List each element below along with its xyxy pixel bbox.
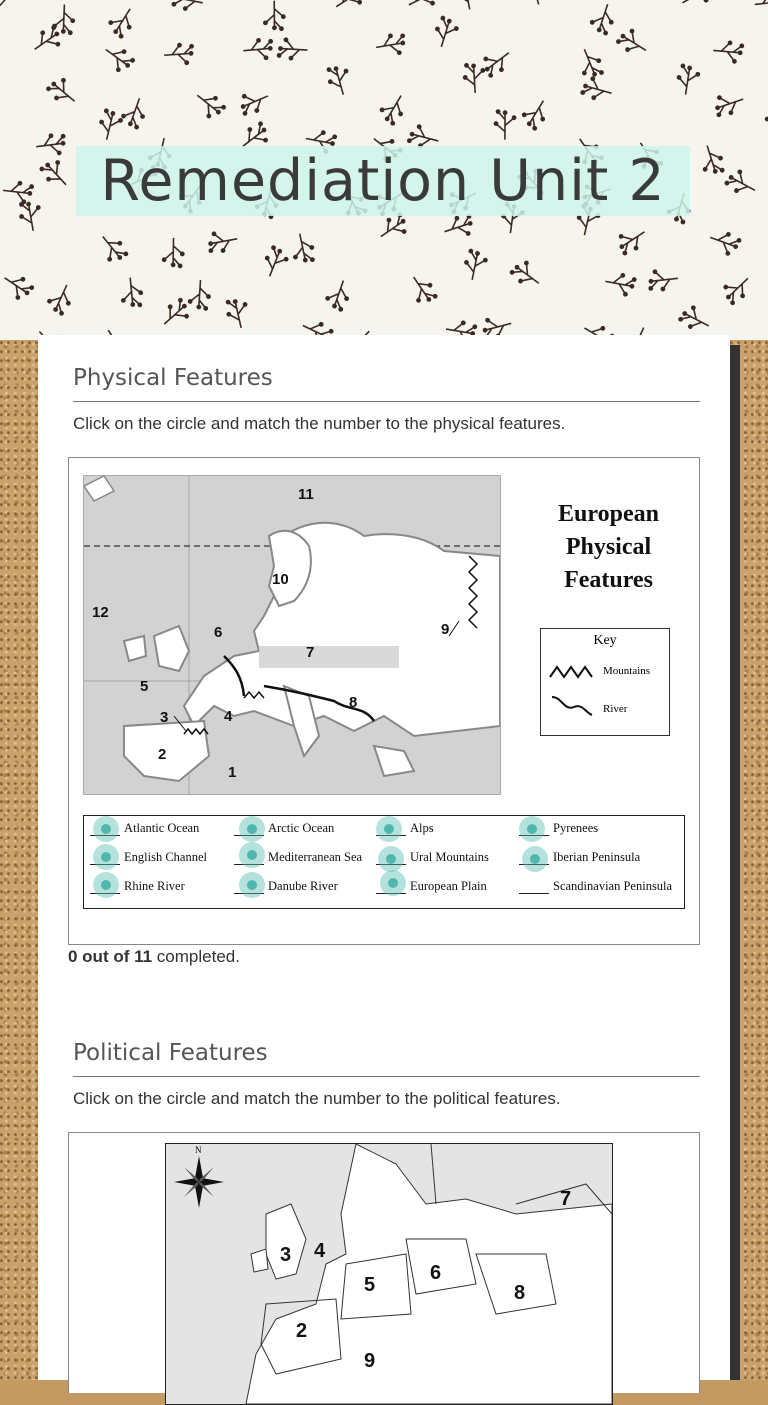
key-title: Key bbox=[541, 633, 669, 649]
sprig-decoration bbox=[259, 244, 291, 281]
progress-suffix: completed. bbox=[152, 947, 240, 966]
sprig-decoration bbox=[441, 211, 477, 242]
sprig-decoration bbox=[404, 271, 440, 309]
map-number: 2 bbox=[158, 746, 166, 763]
sprig-decoration bbox=[171, 0, 205, 14]
sprig-decoration bbox=[163, 42, 195, 67]
sprig-decoration bbox=[17, 199, 45, 233]
sprig-decoration bbox=[519, 0, 549, 8]
hotspot-rhine-river[interactable] bbox=[93, 872, 119, 898]
hotspot-ural-mountains[interactable] bbox=[378, 846, 404, 872]
map-number: 6 bbox=[214, 624, 222, 641]
sprig-decoration bbox=[518, 95, 553, 133]
answer-item: Arctic Ocean bbox=[234, 821, 334, 836]
hotspot-atlantic-ocean[interactable] bbox=[93, 816, 119, 842]
sprig-decoration bbox=[613, 222, 651, 258]
sprig-decoration bbox=[696, 142, 727, 178]
answer-item: Iberian Peninsula bbox=[519, 850, 640, 865]
map-number: 6 bbox=[430, 1262, 441, 1285]
answer-item: English Channel bbox=[90, 850, 207, 865]
map-number: 9 bbox=[364, 1350, 375, 1373]
compass-rose-icon bbox=[172, 1148, 226, 1214]
section-divider bbox=[73, 401, 700, 402]
map-number: 4 bbox=[314, 1240, 325, 1263]
title-band bbox=[76, 146, 690, 216]
sprig-decoration bbox=[94, 229, 131, 267]
sprig-decoration bbox=[190, 86, 228, 123]
sprig-decoration bbox=[508, 256, 546, 292]
sprig-decoration bbox=[677, 0, 715, 13]
sprig-decoration bbox=[324, 62, 354, 97]
compass-label: N bbox=[195, 1145, 202, 1155]
sprig-decoration bbox=[404, 0, 441, 15]
hotspot-mediterranean-sea[interactable] bbox=[239, 842, 265, 868]
instruction-political: Click on the circle and match the number to the political features. bbox=[73, 1089, 561, 1109]
map-number: 4 bbox=[224, 708, 232, 725]
sprig-decoration bbox=[28, 23, 66, 59]
map-number: 1 bbox=[228, 764, 236, 781]
answer-item: Ural Mountains bbox=[376, 850, 489, 865]
sprig-decoration bbox=[374, 31, 408, 58]
sprig-decoration bbox=[376, 90, 411, 128]
hotspot-quiz-physical bbox=[68, 457, 700, 945]
hotspot-iberian-peninsula[interactable] bbox=[522, 846, 548, 872]
sprig-decoration bbox=[453, 0, 481, 12]
answer-item: Mediterranean Sea bbox=[234, 850, 362, 865]
sprig-decoration bbox=[119, 95, 151, 131]
hotspot-english-channel[interactable] bbox=[93, 844, 119, 870]
europe-physical-map bbox=[83, 475, 501, 795]
sprig-decoration bbox=[162, 238, 185, 269]
map-number: 2 bbox=[296, 1320, 307, 1343]
mountains-icon bbox=[548, 661, 594, 681]
sprig-decoration bbox=[0, 268, 36, 304]
heading-line: European bbox=[531, 498, 686, 531]
map-number: 3 bbox=[280, 1244, 291, 1267]
map-number: 9 bbox=[441, 621, 449, 638]
sprig-decoration bbox=[646, 267, 679, 293]
sprig-decoration bbox=[242, 37, 274, 62]
sprig-decoration bbox=[119, 277, 145, 309]
hotspot-european-plain[interactable] bbox=[380, 870, 406, 896]
sprig-decoration bbox=[762, 109, 768, 146]
sprig-decoration bbox=[494, 109, 517, 140]
sprig-decoration bbox=[674, 63, 701, 97]
sprig-decoration bbox=[330, 0, 368, 16]
sprig-decoration bbox=[712, 39, 744, 64]
sprig-decoration bbox=[676, 302, 713, 336]
sprig-decoration bbox=[723, 166, 761, 201]
sprig-decoration bbox=[478, 44, 516, 81]
instruction-physical: Click on the circle and match the number to the physical features. bbox=[73, 414, 565, 434]
sprig-decoration bbox=[461, 248, 489, 282]
map-number: 5 bbox=[364, 1274, 375, 1297]
sprig-decoration bbox=[99, 40, 137, 76]
map-number: 8 bbox=[349, 694, 357, 711]
page-title: Remediation Unit 2 bbox=[100, 148, 665, 214]
sprig-decoration bbox=[2, 179, 35, 205]
section-title-physical: Physical Features bbox=[73, 365, 273, 391]
answer-item: Atlantic Ocean bbox=[90, 821, 199, 836]
sprig-decoration bbox=[44, 280, 77, 317]
sprig-decoration bbox=[236, 85, 273, 118]
hotspot-pyrenees[interactable] bbox=[519, 816, 545, 842]
sprig-decoration bbox=[104, 3, 139, 41]
key-label-mountains: Mountains bbox=[603, 665, 650, 677]
progress-count: 0 out of 11 bbox=[68, 947, 152, 966]
sprig-decoration bbox=[0, 72, 4, 109]
sprig-decoration bbox=[37, 155, 74, 193]
sprig-decoration bbox=[579, 74, 614, 104]
sprig-decoration bbox=[718, 270, 756, 308]
sprig-decoration bbox=[205, 228, 239, 256]
heading-line: Physical bbox=[531, 531, 686, 564]
map-number: 5 bbox=[140, 678, 148, 695]
hotspot-alps[interactable] bbox=[376, 816, 402, 842]
sprig-decoration bbox=[323, 277, 355, 313]
hotspot-quiz-political bbox=[68, 1132, 700, 1393]
europe-political-map bbox=[165, 1143, 613, 1405]
sprig-decoration bbox=[614, 25, 652, 60]
hotspot-arctic-ocean[interactable] bbox=[239, 816, 265, 842]
answer-item: Alps bbox=[376, 821, 434, 836]
map-number: 7 bbox=[560, 1188, 571, 1211]
card-shadow bbox=[730, 345, 740, 1380]
sprig-decoration bbox=[0, 0, 29, 13]
answer-item: Danube River bbox=[234, 879, 338, 894]
sprig-decoration bbox=[289, 231, 318, 265]
river-icon bbox=[550, 693, 596, 719]
sprig-decoration bbox=[706, 227, 742, 259]
sprig-decoration bbox=[711, 88, 747, 119]
map-number: 11 bbox=[298, 486, 314, 503]
sprig-decoration bbox=[52, 4, 76, 35]
map-key bbox=[540, 628, 670, 736]
answer-item: European Plain bbox=[376, 879, 487, 894]
sprig-decoration bbox=[44, 73, 82, 110]
answer-item: Scandinavian Peninsula bbox=[519, 879, 672, 894]
sprig-decoration bbox=[462, 62, 487, 94]
sprig-decoration bbox=[96, 107, 125, 142]
heading-line: Features bbox=[531, 564, 686, 597]
sprig-decoration bbox=[35, 132, 68, 158]
map-number: 12 bbox=[92, 604, 109, 621]
sprig-decoration bbox=[187, 279, 212, 311]
worksheet-heading bbox=[531, 498, 686, 597]
sprig-decoration bbox=[263, 1, 286, 32]
sprig-decoration bbox=[754, 0, 768, 16]
sprig-decoration bbox=[603, 270, 637, 298]
sprig-decoration bbox=[430, 14, 461, 50]
header-banner bbox=[0, 0, 768, 340]
sprig-decoration bbox=[574, 45, 607, 82]
map-number: 7 bbox=[306, 644, 314, 661]
cork-border-left bbox=[0, 340, 40, 1380]
map-number: 3 bbox=[160, 709, 168, 726]
section-title-political: Political Features bbox=[73, 1040, 268, 1066]
answer-item: Pyrenees bbox=[519, 821, 598, 836]
map-number: 8 bbox=[514, 1282, 525, 1305]
hotspot-danube-river[interactable] bbox=[239, 872, 265, 898]
progress-text bbox=[68, 947, 240, 967]
map-number: 10 bbox=[272, 571, 289, 588]
content-card bbox=[38, 335, 730, 1380]
sprig-decoration bbox=[587, 1, 618, 37]
answer-bank bbox=[83, 815, 685, 909]
sprig-decoration bbox=[223, 296, 252, 331]
section-divider bbox=[73, 1076, 700, 1077]
key-label-river: River bbox=[603, 703, 627, 715]
sprig-decoration bbox=[276, 37, 308, 61]
answer-item: Rhine River bbox=[90, 879, 185, 894]
